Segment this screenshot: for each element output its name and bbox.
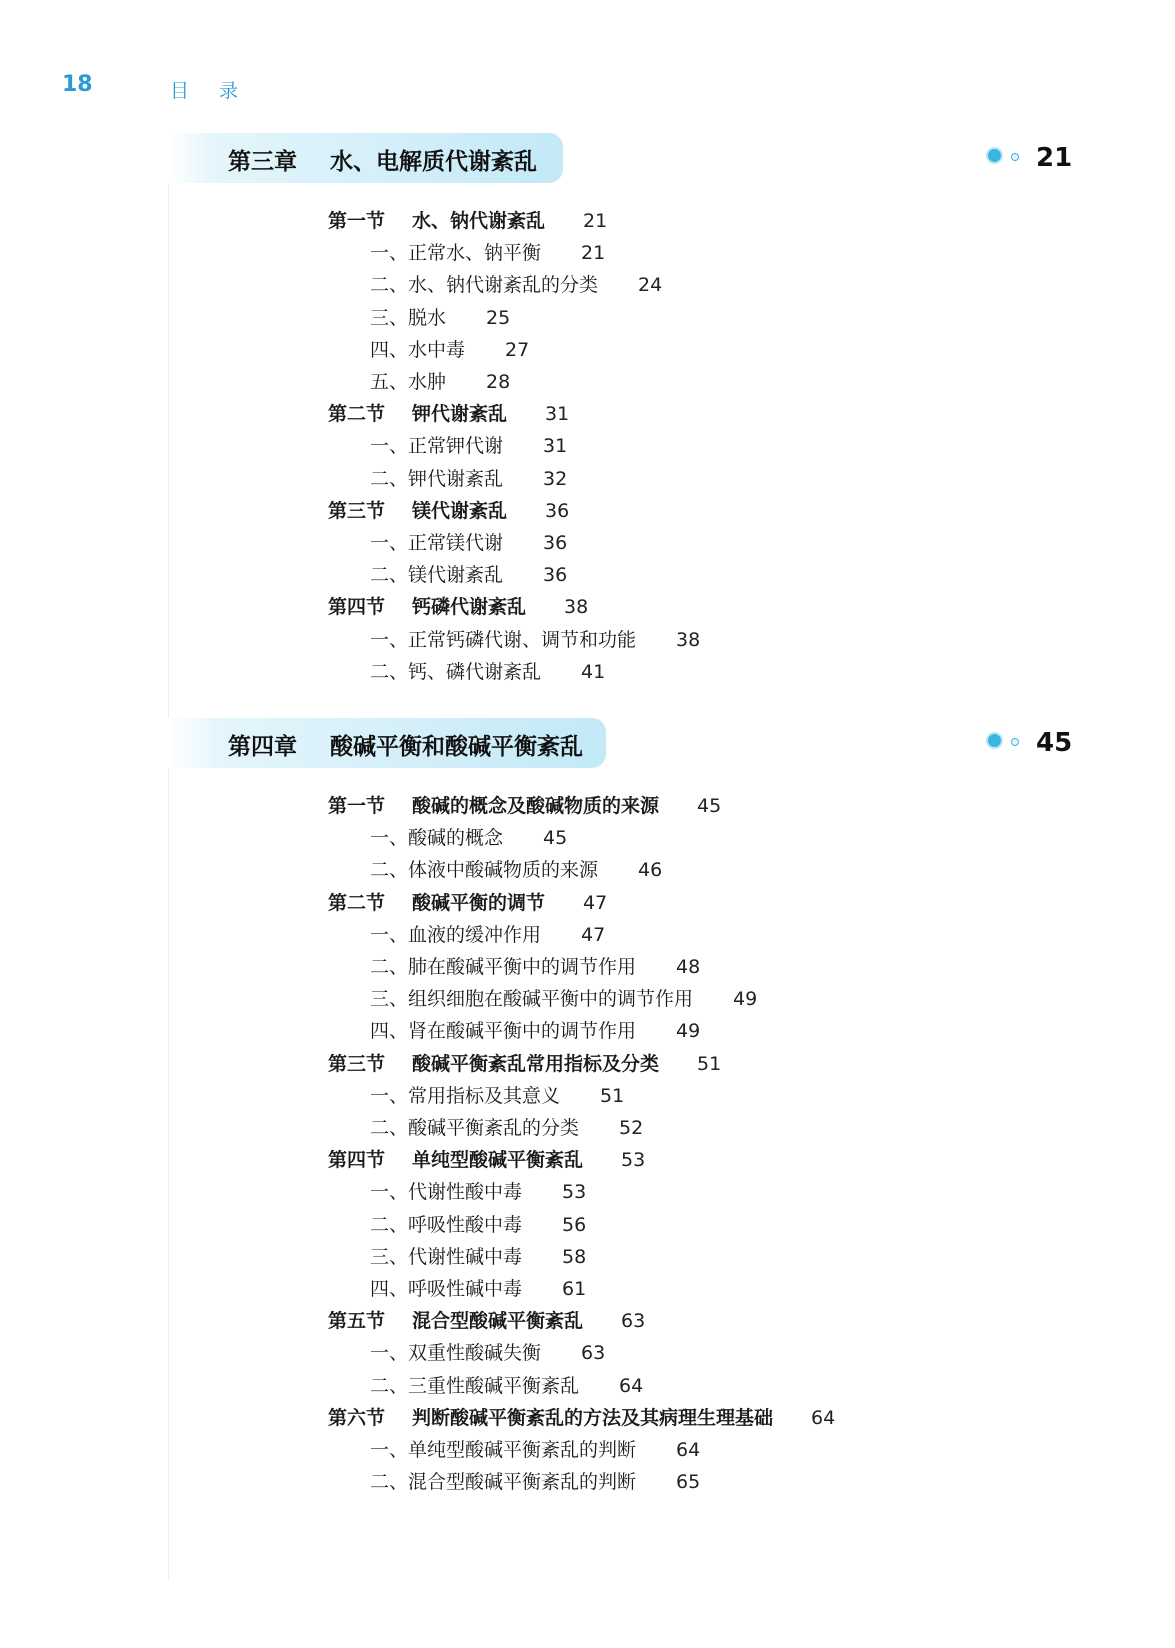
entry-page-number: 58 — [562, 1245, 587, 1268]
section-title: 镁代谢紊乱 — [412, 499, 508, 522]
entry-page-number: 53 — [621, 1149, 646, 1172]
section-title: 酸碱平衡的调节 — [412, 891, 546, 914]
section-label: 第二节 — [328, 403, 386, 426]
entry-page-number: 24 — [638, 274, 663, 297]
toc-item-entry[interactable] — [370, 463, 567, 495]
section-label: 第五节 — [328, 1310, 386, 1333]
toc-item-entry[interactable] — [370, 1112, 643, 1144]
entry-page-number: 36 — [543, 564, 568, 587]
section-title: 混合型酸碱平衡紊乱 — [412, 1310, 584, 1333]
entry-page-number: 25 — [486, 306, 511, 329]
entry-page-number: 51 — [697, 1052, 722, 1075]
toc-item-entry[interactable] — [370, 1434, 700, 1466]
entry-page-number: 65 — [676, 1471, 701, 1494]
section-title: 判断酸碱平衡紊乱的方法及其病理生理基础 — [412, 1406, 774, 1429]
toc-item-entry[interactable] — [370, 269, 662, 301]
toc-item-entry[interactable] — [370, 1466, 700, 1498]
section-title: 水、钠代谢紊乱 — [412, 210, 546, 232]
item-title: 一、正常钙磷代谢、调节和功能 — [370, 628, 637, 651]
toc-item-entry[interactable] — [370, 1176, 586, 1208]
toc-item-entry[interactable] — [370, 919, 605, 951]
entry-page-number: 32 — [543, 467, 568, 490]
toc-item-entry[interactable] — [370, 430, 567, 462]
chapter-label: 第四章 — [228, 734, 297, 760]
item-title: 一、常用指标及其意义 — [370, 1084, 561, 1107]
entry-page-number: 64 — [619, 1374, 644, 1397]
entry-page-number: 45 — [543, 827, 568, 850]
section-label: 第一节 — [328, 210, 386, 232]
chapter-page-number: 45 — [1036, 728, 1073, 758]
item-title: 四、水中毒 — [370, 338, 466, 361]
entry-page-number: 61 — [562, 1278, 587, 1300]
toc-item-entry[interactable] — [370, 527, 567, 559]
entry-page-number: 49 — [733, 988, 758, 1011]
section-title: 钾代谢紊乱 — [412, 403, 508, 426]
entry-page-number: 52 — [619, 1117, 644, 1139]
entry-page-number: 51 — [600, 1084, 625, 1107]
section-label: 第二节 — [328, 891, 386, 914]
section-title: 钙磷代谢紊乱 — [412, 596, 527, 619]
toc-section-entry[interactable] — [328, 887, 607, 919]
toc-item-entry[interactable] — [370, 983, 757, 1015]
running-title: 目录 — [170, 80, 269, 102]
toc-item-entry[interactable] — [370, 302, 510, 334]
toc-section-entry[interactable] — [328, 205, 607, 237]
entry-page-number: 38 — [564, 596, 589, 619]
toc-item-entry[interactable] — [370, 854, 662, 886]
item-title: 三、组织细胞在酸碱平衡中的调节作用 — [370, 988, 694, 1011]
toc-section-entry[interactable] — [328, 398, 569, 430]
section-label: 第一节 — [328, 795, 386, 817]
item-title: 二、体液中酸碱物质的来源 — [370, 859, 599, 882]
section-label: 第三节 — [328, 499, 386, 522]
item-title: 一、正常镁代谢 — [370, 532, 504, 554]
bullet-dot-icon — [988, 149, 1001, 162]
item-title: 二、钾代谢紊乱 — [370, 467, 504, 490]
item-title: 三、脱水 — [370, 306, 447, 329]
entry-page-number: 31 — [543, 435, 568, 458]
left-margin-rule — [168, 140, 169, 1580]
entry-page-number: 36 — [543, 532, 568, 554]
item-title: 二、呼吸性酸中毒 — [370, 1213, 523, 1236]
toc-item-entry[interactable] — [370, 1273, 586, 1305]
page-number: 18 — [62, 72, 93, 97]
item-title: 二、酸碱平衡紊乱的分类 — [370, 1117, 580, 1139]
toc-item-entry[interactable] — [370, 822, 567, 854]
entry-page-number: 64 — [811, 1406, 836, 1429]
item-title: 一、正常水、钠平衡 — [370, 242, 542, 265]
entry-page-number: 48 — [676, 956, 701, 978]
entry-page-number: 64 — [676, 1439, 701, 1461]
item-title: 二、钙、磷代谢紊乱 — [370, 660, 542, 683]
toc-item-entry[interactable] — [370, 624, 700, 656]
item-title: 二、镁代谢紊乱 — [370, 564, 504, 587]
section-title: 单纯型酸碱平衡紊乱 — [412, 1149, 584, 1172]
toc-section-entry[interactable] — [328, 591, 588, 623]
section-label: 第六节 — [328, 1406, 386, 1429]
entry-page-number: 21 — [583, 210, 608, 232]
item-title: 四、肾在酸碱平衡中的调节作用 — [370, 1020, 637, 1043]
item-title: 三、代谢性碱中毒 — [370, 1245, 523, 1268]
toc-item-entry[interactable] — [370, 559, 567, 591]
entry-page-number: 47 — [583, 891, 608, 914]
chapter-title: 水、电解质代谢紊乱 — [330, 149, 537, 175]
entry-page-number: 49 — [676, 1020, 701, 1043]
item-title: 一、酸碱的概念 — [370, 827, 504, 850]
toc-section-entry[interactable] — [328, 1144, 645, 1176]
toc-section-entry[interactable] — [328, 1305, 645, 1337]
section-label: 第四节 — [328, 596, 386, 619]
chapter-label: 第三章 — [228, 149, 297, 175]
toc-item-entry[interactable] — [370, 1370, 643, 1402]
toc-item-entry[interactable] — [370, 1209, 586, 1241]
section-title: 酸碱的概念及酸碱物质的来源 — [412, 795, 660, 817]
chapter-page-number: 21 — [1036, 143, 1073, 173]
chapter-heading[interactable] — [0, 133, 1175, 185]
toc-item-entry[interactable] — [370, 951, 700, 983]
section-title: 酸碱平衡紊乱常用指标及分类 — [412, 1052, 660, 1075]
item-title: 一、单纯型酸碱平衡紊乱的判断 — [370, 1439, 637, 1461]
item-title: 二、水、钠代谢紊乱的分类 — [370, 274, 599, 297]
toc-section-entry[interactable] — [328, 1048, 721, 1080]
item-title: 一、双重性酸碱失衡 — [370, 1342, 542, 1365]
item-title: 四、呼吸性碱中毒 — [370, 1278, 523, 1300]
chapter-title: 酸碱平衡和酸碱平衡紊乱 — [330, 734, 583, 760]
entry-page-number: 45 — [697, 795, 722, 817]
entry-page-number: 31 — [545, 403, 570, 426]
entry-page-number: 21 — [581, 242, 606, 265]
chapter-heading[interactable] — [0, 718, 1175, 770]
entry-page-number: 46 — [638, 859, 663, 882]
item-title: 二、混合型酸碱平衡紊乱的判断 — [370, 1471, 637, 1494]
bullet-ring-icon — [1011, 153, 1019, 161]
entry-page-number: 47 — [581, 923, 606, 946]
item-title: 一、代谢性酸中毒 — [370, 1181, 523, 1204]
toc-item-entry[interactable] — [370, 366, 510, 398]
entry-page-number: 63 — [621, 1310, 646, 1333]
toc-item-entry[interactable] — [370, 334, 529, 366]
toc-section-entry[interactable] — [328, 495, 569, 527]
item-title: 二、肺在酸碱平衡中的调节作用 — [370, 956, 637, 978]
entry-page-number: 28 — [486, 371, 511, 393]
toc-item-entry[interactable] — [370, 1337, 605, 1369]
toc-section-entry[interactable] — [328, 1402, 835, 1434]
entry-page-number: 41 — [581, 660, 606, 683]
item-title: 二、三重性酸碱平衡紊乱 — [370, 1374, 580, 1397]
entry-page-number: 36 — [545, 499, 570, 522]
item-title: 一、正常钾代谢 — [370, 435, 504, 458]
entry-page-number: 56 — [562, 1213, 587, 1236]
toc-section-entry[interactable] — [328, 790, 721, 822]
section-label: 第四节 — [328, 1149, 386, 1172]
toc-item-entry[interactable] — [370, 1241, 586, 1273]
entry-page-number: 38 — [676, 628, 701, 651]
item-title: 五、水肿 — [370, 371, 447, 393]
toc-item-entry[interactable] — [370, 237, 605, 269]
toc-item-entry[interactable] — [370, 656, 605, 688]
entry-page-number: 53 — [562, 1181, 587, 1204]
section-label: 第三节 — [328, 1052, 386, 1075]
bullet-ring-icon — [1011, 738, 1019, 746]
entry-page-number: 27 — [505, 338, 530, 361]
entry-page-number: 63 — [581, 1342, 606, 1365]
toc-item-entry[interactable] — [370, 1015, 700, 1047]
toc-item-entry[interactable] — [370, 1080, 624, 1112]
bullet-dot-icon — [988, 734, 1001, 747]
item-title: 一、血液的缓冲作用 — [370, 923, 542, 946]
